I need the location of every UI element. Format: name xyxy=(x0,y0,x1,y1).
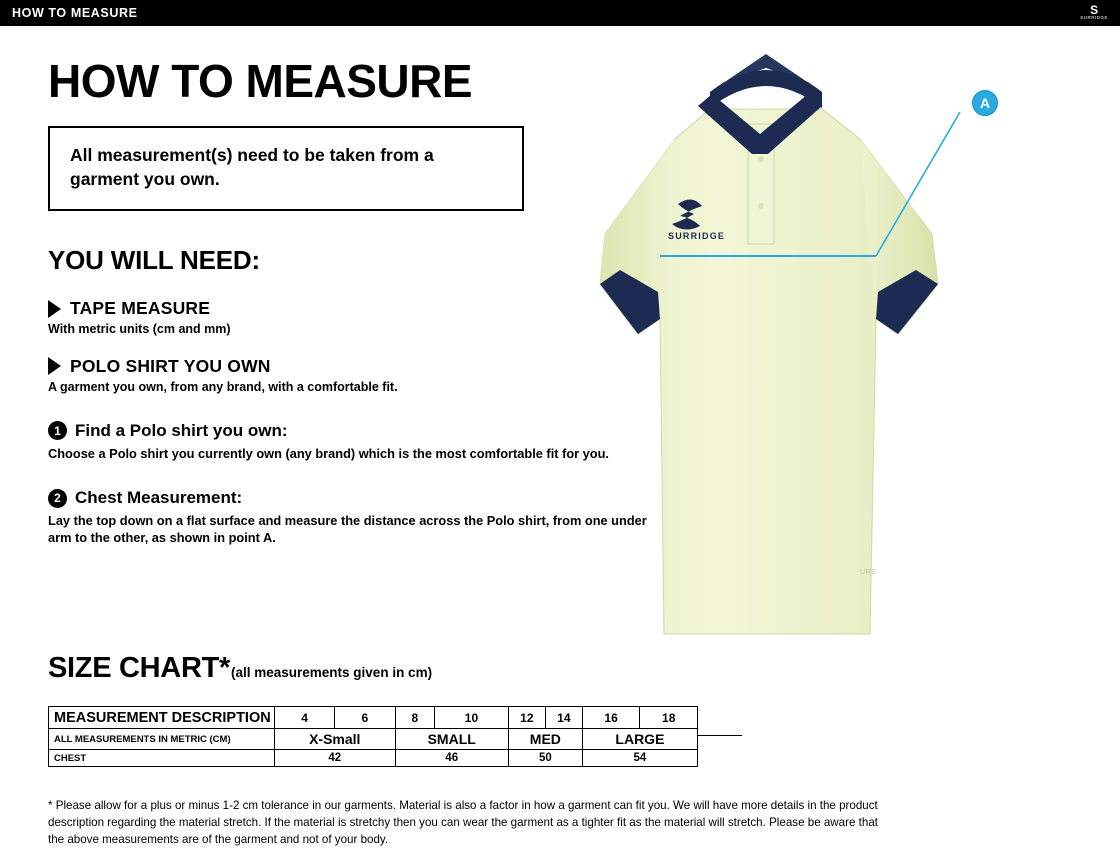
button-bottom xyxy=(758,203,764,209)
step-body: Lay the top down on a flat surface and measure the distance across the Polo shirt, from one under arm to the other, as shown in point A. xyxy=(48,513,647,546)
triangle-bullet-icon xyxy=(48,300,61,318)
button-top xyxy=(758,156,764,162)
step-number-badge: 2 xyxy=(48,489,67,508)
polo-shirt-illustration xyxy=(560,34,1100,654)
surridge-logo xyxy=(1080,5,1120,21)
disclaimer-text: * Please allow for a plus or minus 1-2 cm tolerance in our garments. Material is also a factor in how a garment can fit you. We will have more details in the product description regarding the material stretch. If the material is stretchy then you can wear the garment as a tighter fit as the material will stretch. Please be aware that the above measurements are of the garment and not of your body. xyxy=(48,799,878,846)
chest-value-cell: 54 xyxy=(582,750,697,767)
top-bar-title: HOW TO MEASURE xyxy=(12,6,138,20)
table-row xyxy=(49,707,698,729)
need-head xyxy=(48,298,648,319)
step-title: Find a Polo shirt you own: xyxy=(75,420,288,440)
need-label: POLO SHIRT YOU OWN xyxy=(70,355,271,376)
need-item-tape-measure xyxy=(48,298,648,337)
size-group-cell: X-Small xyxy=(275,729,396,750)
callout-badge-a: A xyxy=(972,90,998,116)
svg-text:SURRIDGE: SURRIDGE xyxy=(668,231,726,241)
step-head xyxy=(48,421,648,441)
size-cell: 10 xyxy=(435,707,509,729)
row-label: MEASUREMENT DESCRIPTION xyxy=(49,707,275,729)
table-row xyxy=(49,729,698,750)
polo-shirt-svg xyxy=(560,34,1100,654)
you-will-need-heading: YOU WILL NEED: xyxy=(48,245,260,276)
size-cell: 18 xyxy=(640,707,698,729)
hem-brand: URS xyxy=(860,569,877,576)
chest-value-cell: 46 xyxy=(395,750,508,767)
size-group-cell: MED xyxy=(508,729,582,750)
chest-value-cell: 42 xyxy=(275,750,396,767)
step-body: Choose a Polo shirt you currently own (any brand) which is the most comfortable fit for you. xyxy=(48,445,609,461)
step-title: Chest Measurement: xyxy=(75,488,243,508)
step-number-badge: 1 xyxy=(48,421,67,440)
table-row xyxy=(49,750,698,767)
row-label: CHEST xyxy=(49,750,275,767)
need-subtext: With metric units (cm and mm) xyxy=(48,322,231,337)
step-2 xyxy=(48,488,648,547)
step-1 xyxy=(48,421,648,462)
size-cell: 12 xyxy=(508,707,545,729)
need-head xyxy=(48,356,648,377)
logo-mark: S xyxy=(1090,3,1099,17)
size-chart-note: (all measurements given in cm) xyxy=(231,665,433,680)
notice-box: All measurement(s) need to be taken from a garment you own. xyxy=(48,126,524,211)
top-bar xyxy=(0,0,1120,26)
left-content xyxy=(48,55,648,547)
size-chart-title: SIZE CHART* xyxy=(48,652,230,684)
need-label: TAPE MEASURE xyxy=(70,298,211,319)
step-head xyxy=(48,488,648,508)
row-label: ALL MEASUREMENTS IN METRIC (CM) xyxy=(49,729,275,750)
size-cell: 14 xyxy=(545,707,582,729)
page-title: HOW TO MEASURE xyxy=(48,55,473,107)
size-group-cell: SMALL xyxy=(395,729,508,750)
need-item-polo-shirt xyxy=(48,356,648,395)
logo-wordmark: SURRIDGE xyxy=(1080,15,1108,20)
size-chart-heading xyxy=(48,652,432,685)
size-cell: 16 xyxy=(582,707,640,729)
size-cell: 6 xyxy=(335,707,395,729)
table-tail-rule xyxy=(698,735,742,736)
size-cell: 8 xyxy=(395,707,435,729)
triangle-bullet-icon xyxy=(48,357,61,375)
size-chart-table xyxy=(48,706,698,767)
need-subtext: A garment you own, from any brand, with a comfortable fit. xyxy=(48,379,398,394)
size-cell: 4 xyxy=(275,707,335,729)
chest-value-cell: 50 xyxy=(508,750,582,767)
size-group-cell: LARGE xyxy=(582,729,697,750)
